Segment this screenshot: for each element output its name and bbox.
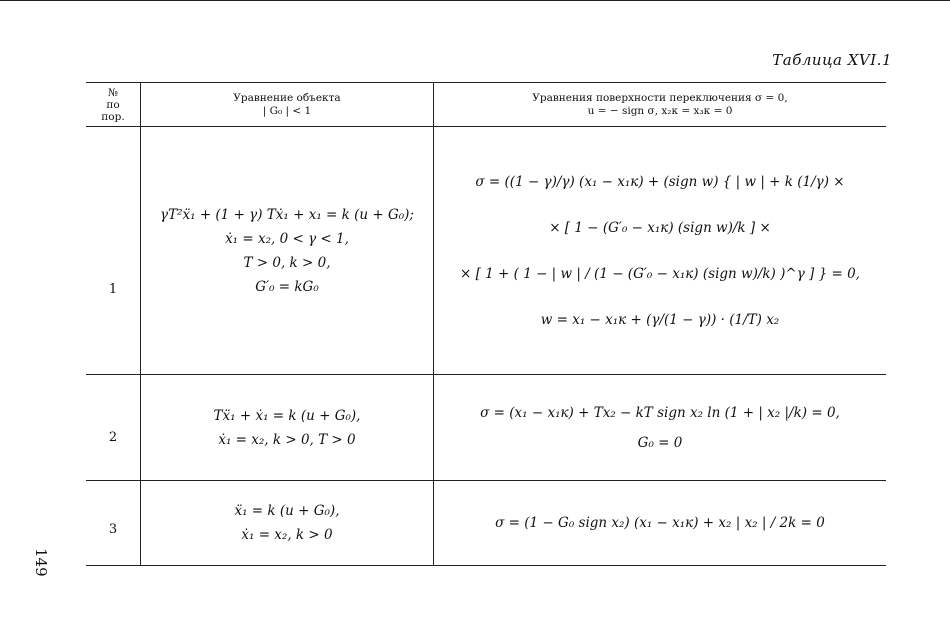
surface-equation-line: σ = ((1 − γ)/γ) (x₁ − x₁к) + (sign w) { | w | + k (1/γ) × (475, 173, 845, 190)
row-number-cell (86, 375, 141, 481)
object-equation-line: T > 0, k > 0, (243, 254, 331, 271)
surface-equation-cell (434, 481, 887, 566)
row-number-cell (86, 481, 141, 566)
object-equation-cell (141, 127, 434, 375)
surface-equation-line: × [ 1 − (G′₀ − x₁к) (sign w)/k ] × (549, 219, 771, 236)
surface-equation-line: G₀ = 0 (637, 434, 683, 451)
object-equation-line: ẋ₁ = x₂, 0 < γ < 1, (225, 230, 349, 247)
object-equation-line: ẋ₁ = x₂, k > 0, T > 0 (218, 431, 356, 448)
header-surface-line: u = − sign σ, x₂к = x₃к = 0 (587, 104, 733, 117)
surface-equation-line: σ = (1 − G₀ sign x₂) (x₁ − x₁к) + x₂ | x₂ | / 2k = 0 (495, 515, 825, 531)
object-equation-line: ẋ₁ = x₂, k > 0 (241, 527, 333, 543)
header-number-column (86, 83, 141, 127)
table-row (86, 481, 886, 566)
object-equation-line: G′₀ = kG₀ (255, 278, 319, 295)
table-caption: Таблица XVI.1 (772, 51, 892, 69)
row-number: 3 (108, 521, 118, 537)
object-equation-cell (141, 375, 434, 481)
header-object-line: | G₀ | < 1 (262, 104, 312, 117)
object-equation-line: ẍ₁ = k (u + G₀), (234, 503, 340, 519)
header-surface-line: Уравнения поверхности переключения σ = 0, (532, 91, 788, 104)
row-number: 1 (108, 282, 118, 297)
surface-equation-cell (434, 127, 887, 375)
header-number-line: пор. (101, 110, 125, 123)
header-object-line: Уравнение объекта (233, 91, 341, 104)
header-surface-column (434, 83, 887, 127)
header-number-line: по (106, 98, 120, 111)
object-equation-line: Tẍ₁ + ẋ₁ = k (u + G₀), (213, 407, 361, 424)
object-equation-cell (141, 481, 434, 566)
surface-equation-line: × [ 1 + ( 1 − | w | / (1 − (G′₀ − x₁к) (sign w)/k) )^γ ] } = 0, (460, 265, 860, 282)
table-row (86, 375, 886, 481)
surface-equation-line: w = x₁ − x₁к + (γ/(1 − γ)) · (1/T) x₂ (540, 311, 780, 328)
equations-table (86, 82, 886, 566)
table-header-row (86, 83, 886, 127)
row-number-cell (86, 127, 141, 375)
surface-equation-line: σ = (x₁ − x₁к) + Tx₂ − kT sign x₂ ln (1 + | x₂ |/k) = 0, (480, 404, 840, 421)
table-row (86, 127, 886, 375)
row-number: 2 (108, 430, 118, 445)
top-rule (0, 0, 950, 1)
surface-equation-cell (434, 375, 887, 481)
header-object-column (141, 83, 434, 127)
page-number: 149 (32, 548, 50, 577)
header-number-line: № (108, 86, 118, 99)
object-equation-line: γT²ẍ₁ + (1 + γ) Tẋ₁ + x₁ = k (u + G₀); (160, 206, 414, 223)
